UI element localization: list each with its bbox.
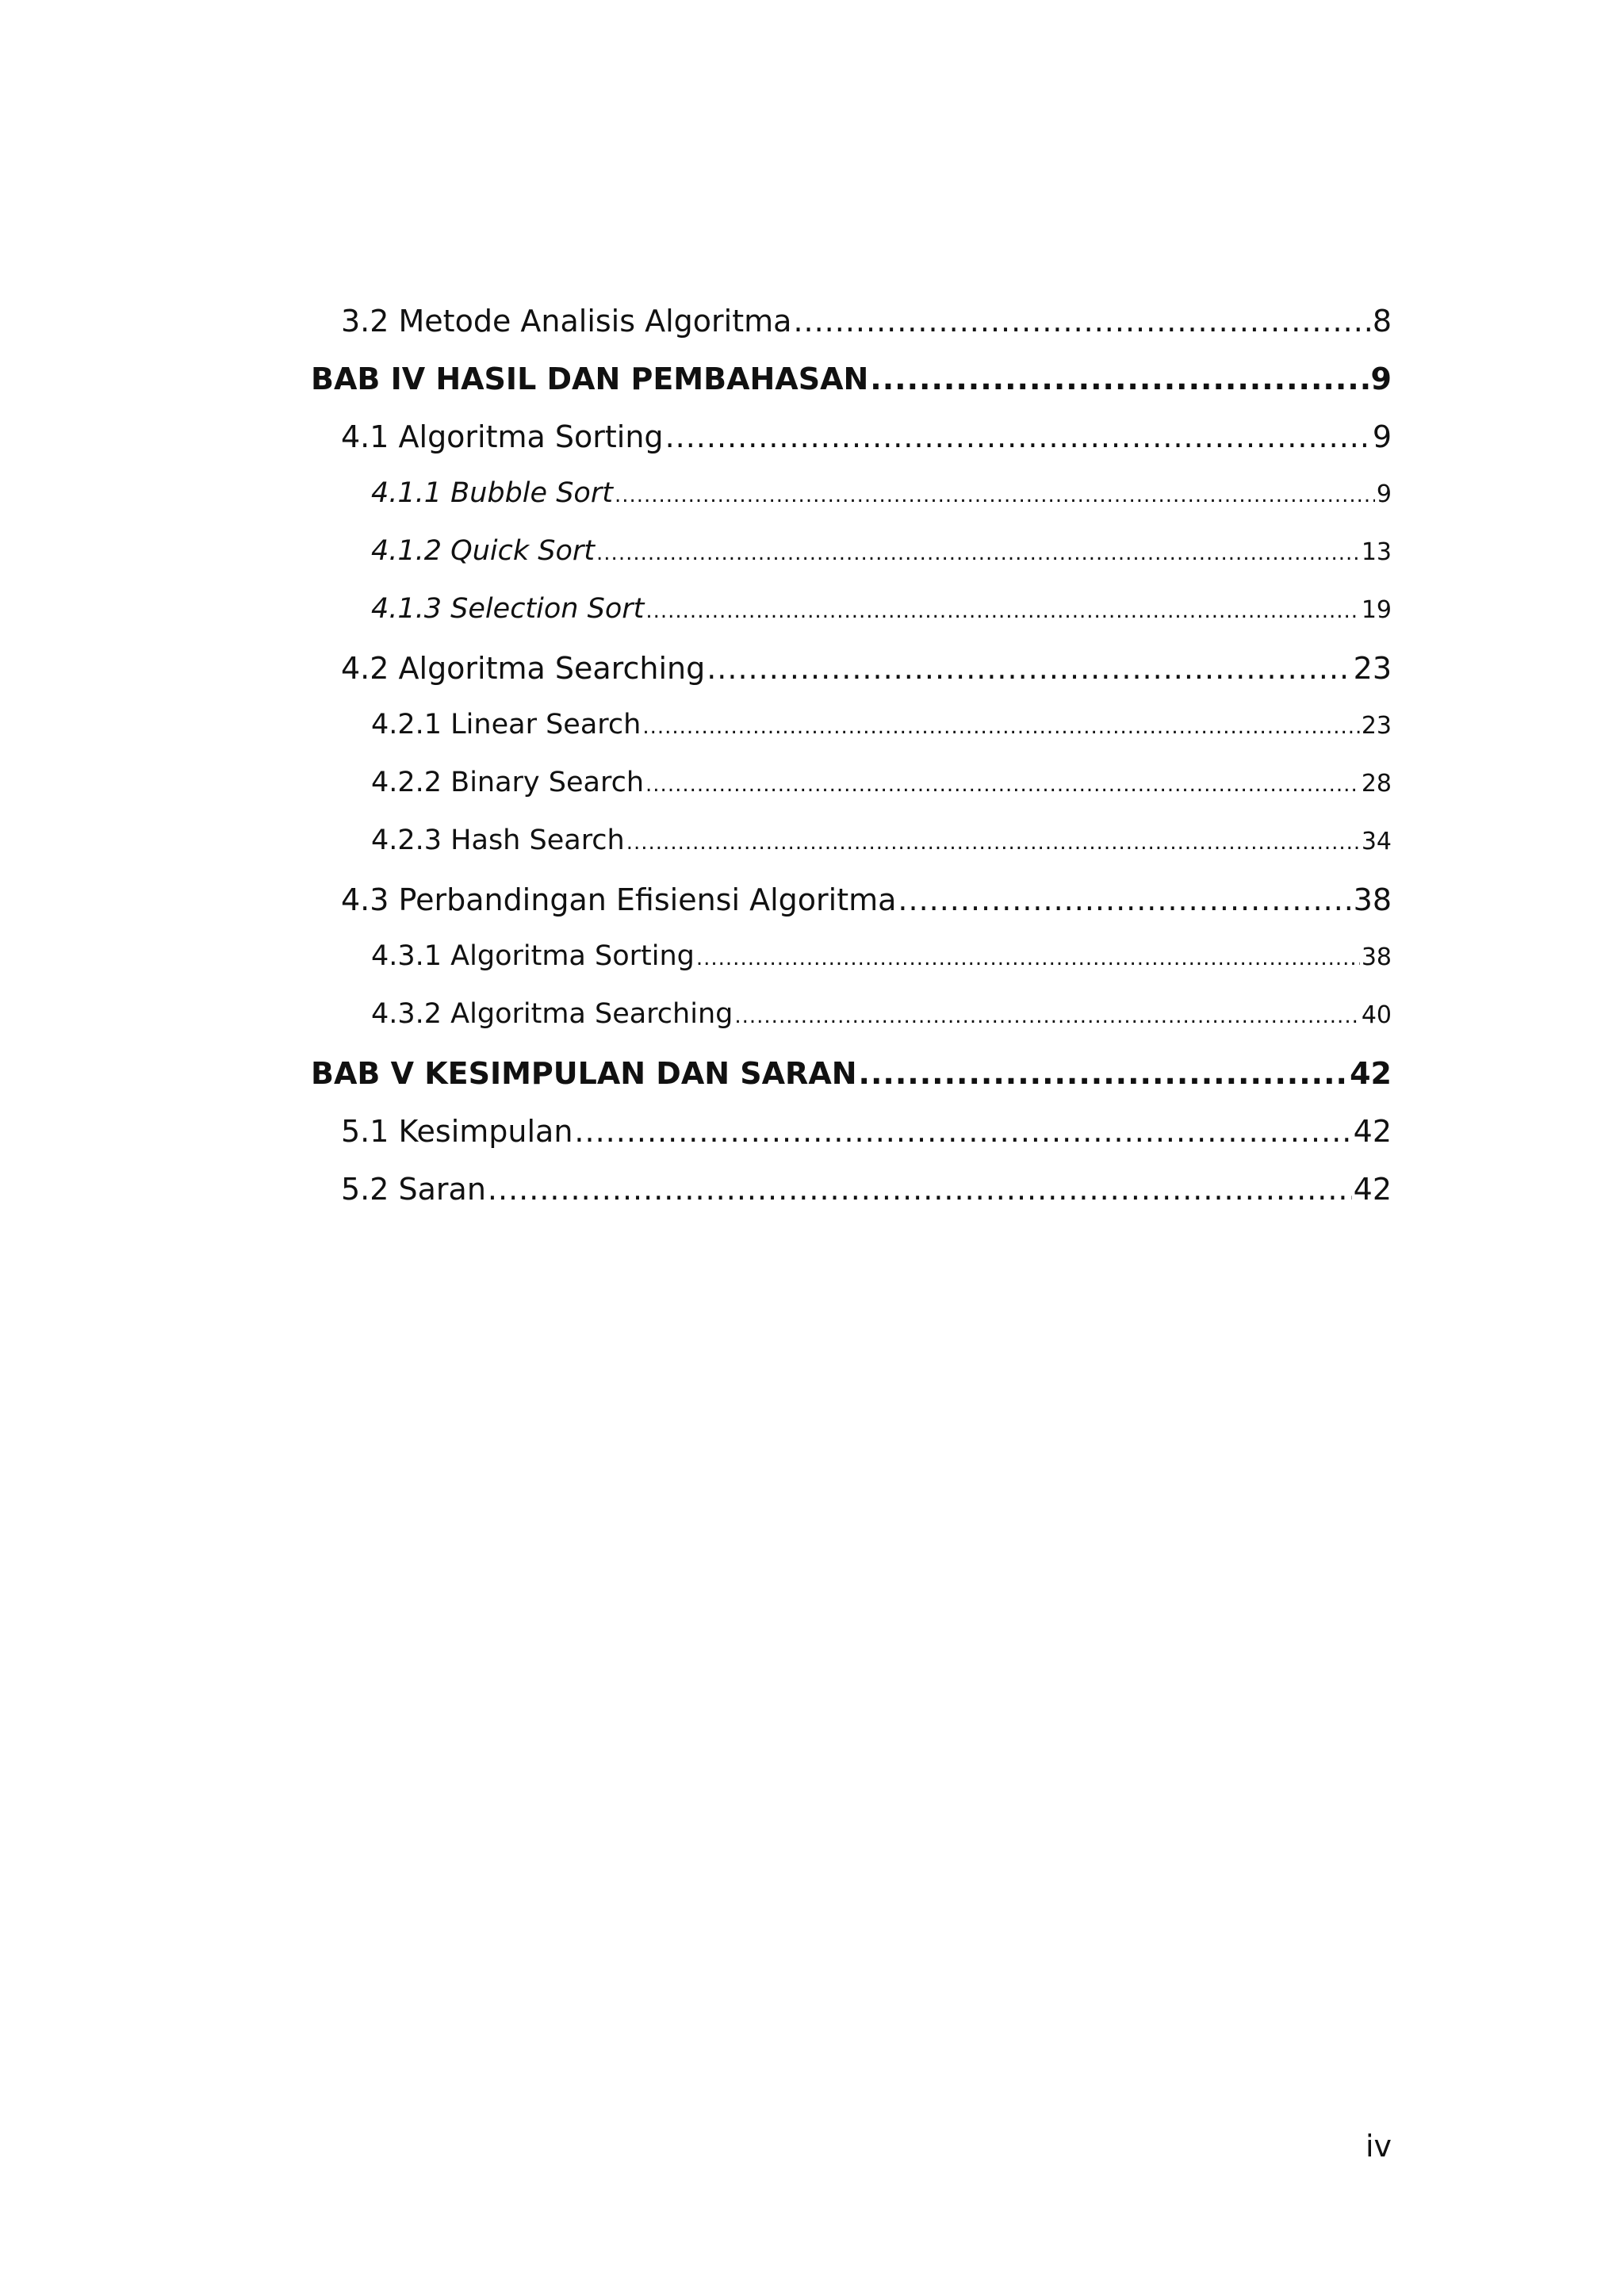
toc-entry-page: 38 bbox=[1361, 943, 1392, 971]
toc-dot-leader bbox=[642, 715, 1359, 739]
toc-entry-page: 23 bbox=[1361, 712, 1392, 740]
toc-entry-4-2-1[interactable] bbox=[371, 709, 1392, 756]
toc-dot-leader bbox=[574, 1114, 1351, 1149]
toc-entry-4-3-1[interactable] bbox=[371, 940, 1392, 988]
toc-entry-page: 28 bbox=[1361, 770, 1392, 798]
toc-entry-page: 42 bbox=[1353, 1172, 1392, 1207]
toc-entry-title: 4.1.3 Selection Sort bbox=[371, 593, 645, 625]
toc-dot-leader bbox=[696, 947, 1360, 970]
toc-entry-title: 4.1.1 Bubble Sort bbox=[371, 477, 613, 509]
toc-entry-title: BAB V KESIMPULAN DAN SARAN bbox=[311, 1056, 857, 1091]
toc-entry-title: BAB IV HASIL DAN PEMBAHASAN bbox=[311, 362, 869, 396]
toc-entry-4-1-2[interactable] bbox=[371, 535, 1392, 583]
toc-entry-title: 4.3.1 Algoritma Sorting bbox=[371, 940, 695, 972]
toc-entry-page: 23 bbox=[1353, 651, 1392, 686]
toc-dot-leader bbox=[870, 362, 1369, 396]
toc-entry-3-2[interactable] bbox=[341, 304, 1392, 351]
toc-entry-4-2-2[interactable] bbox=[371, 767, 1392, 814]
toc-entry-4-3[interactable] bbox=[341, 882, 1392, 930]
toc-dot-leader bbox=[734, 1004, 1359, 1028]
toc-entry-title: 4.2 Algoritma Searching bbox=[341, 651, 706, 686]
toc-entry-4-1-1[interactable] bbox=[371, 477, 1392, 525]
toc-entry-title: 4.1 Algoritma Sorting bbox=[341, 419, 664, 454]
toc-entry-title: 5.1 Kesimpulan bbox=[341, 1114, 573, 1149]
toc-entry-page: 38 bbox=[1353, 882, 1392, 917]
toc-entry-page: 42 bbox=[1353, 1114, 1392, 1149]
toc-entry-page: 9 bbox=[1370, 362, 1392, 396]
toc-dot-leader bbox=[488, 1172, 1352, 1207]
toc-entry-page: 34 bbox=[1361, 828, 1392, 855]
toc-dot-leader bbox=[645, 773, 1360, 797]
toc-entry-5-2[interactable] bbox=[341, 1172, 1392, 1219]
toc-entry-4-2-3[interactable] bbox=[371, 825, 1392, 872]
toc-dot-leader bbox=[665, 419, 1371, 454]
toc-entry-page: 8 bbox=[1372, 304, 1392, 339]
toc-entry-bab-v[interactable] bbox=[311, 1056, 1392, 1104]
toc-entry-4-2[interactable] bbox=[341, 651, 1392, 698]
toc-entry-title: 4.3.2 Algoritma Searching bbox=[371, 998, 733, 1030]
toc-entry-title: 4.2.1 Linear Search bbox=[371, 709, 642, 740]
page-number: iv bbox=[1365, 2129, 1392, 2164]
toc-dot-leader bbox=[645, 599, 1359, 623]
toc-dot-leader bbox=[898, 882, 1351, 917]
toc-entry-title: 4.3 Perbandingan Efisiensi Algoritma bbox=[341, 882, 897, 917]
toc-entry-page: 9 bbox=[1372, 419, 1392, 454]
toc-entry-title: 5.2 Saran bbox=[341, 1172, 486, 1207]
toc-entry-4-1[interactable] bbox=[341, 419, 1392, 467]
toc-dot-leader bbox=[707, 651, 1351, 686]
toc-entry-title: 4.1.2 Quick Sort bbox=[371, 535, 596, 567]
toc-dot-leader bbox=[859, 1056, 1349, 1091]
toc-dot-leader bbox=[793, 304, 1370, 339]
toc-entry-title: 4.2.2 Binary Search bbox=[371, 767, 645, 798]
toc-entry-title: 4.2.3 Hash Search bbox=[371, 825, 625, 856]
toc-dot-leader bbox=[626, 831, 1360, 855]
toc-entry-page: 19 bbox=[1361, 596, 1392, 624]
toc-entry-4-3-2[interactable] bbox=[371, 998, 1392, 1046]
toc-entry-page: 13 bbox=[1361, 538, 1392, 566]
toc-dot-leader bbox=[615, 484, 1375, 507]
toc-entry-bab-iv[interactable] bbox=[311, 362, 1392, 409]
toc-entry-title: 3.2 Metode Analisis Algoritma bbox=[341, 304, 792, 339]
toc-entry-5-1[interactable] bbox=[341, 1114, 1392, 1161]
toc-dot-leader bbox=[596, 541, 1360, 565]
toc-entry-page: 40 bbox=[1361, 1001, 1392, 1029]
toc-entry-4-1-3[interactable] bbox=[371, 593, 1392, 641]
toc-entry-page: 9 bbox=[1376, 480, 1392, 508]
toc-entry-page: 42 bbox=[1350, 1056, 1392, 1091]
